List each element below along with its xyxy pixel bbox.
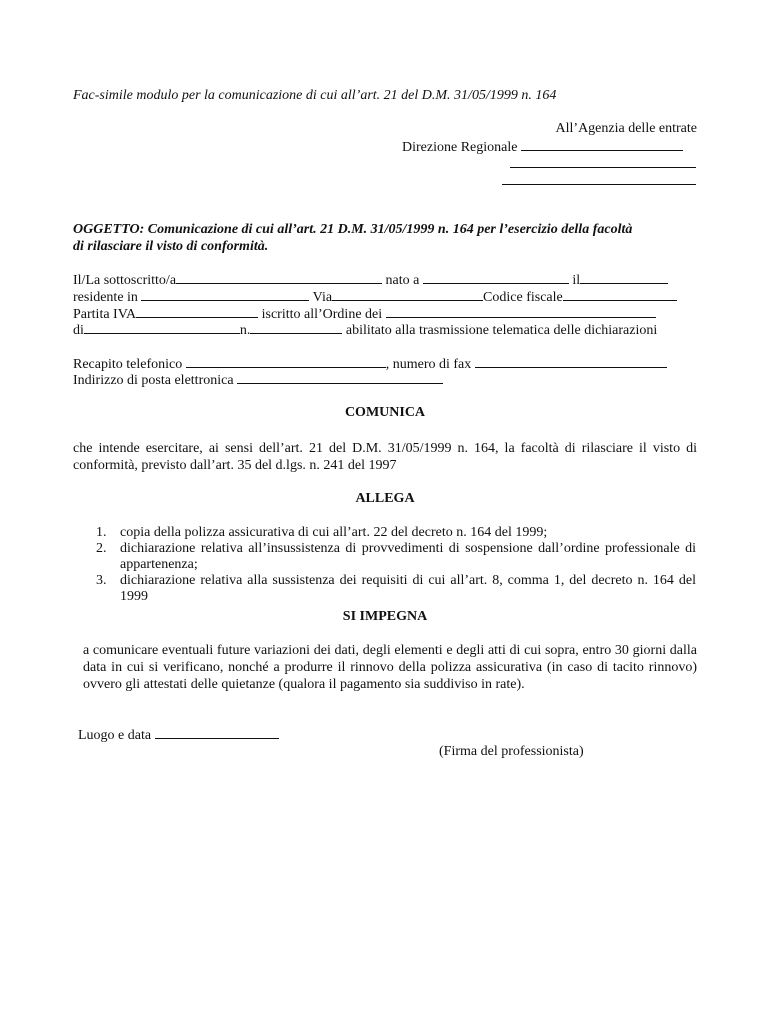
codice-fiscale-blank[interactable]	[563, 289, 677, 301]
field-row-sottoscritto	[73, 272, 668, 289]
il-label: il	[572, 273, 581, 288]
allega-item-3-text: dichiarazione relativa alla sussistenza dei requisiti di cui all’art. 8, comma 1, del decreto n. 164 del 1999	[120, 573, 696, 604]
firma-label: (Firma del professionista)	[439, 744, 584, 759]
fax-label: , numero di fax	[385, 357, 472, 372]
email-blank[interactable]	[237, 372, 443, 384]
impegna-heading: SI IMPEGNA	[342, 609, 428, 624]
address-blank-2[interactable]	[502, 173, 696, 185]
field-row-recapito	[73, 356, 667, 373]
impegna-text: a comunicare eventuali future variazioni dei dati, degli elementi e degli atti di cui sopra, entro 30 giorni dalla data in cui si verificano, nonché a produrre il rinnovo della polizza assicurativa (in caso di tacito rinnovo) ovvero gli attestati delle quietanze (qualora il pagamento sia suddiviso in rate).	[83, 643, 697, 692]
field-row-email	[73, 372, 443, 389]
di-blank[interactable]	[84, 322, 240, 334]
partita-iva-label: Partita IVA	[73, 307, 137, 322]
recapito-label: Recapito telefonico	[73, 357, 183, 372]
allega-heading: ALLEGA	[355, 491, 415, 506]
partita-iva-blank[interactable]	[136, 306, 258, 318]
allega-item-3-num: 3.	[96, 573, 107, 588]
allega-item-2-text: dichiarazione relativa all’insussistenza di provvedimenti di sospensione dall’ordine professionale di appartenenza;	[120, 541, 696, 572]
allega-item-3	[96, 573, 696, 605]
recipient-line-2	[402, 139, 683, 156]
codice-fiscale-label: Codice fiscale	[483, 290, 563, 305]
address-blank-1-row	[510, 156, 696, 173]
ordine-blank[interactable]	[386, 306, 656, 318]
recipient-direzione-label: Direzione Regionale	[402, 140, 518, 155]
address-blank-1[interactable]	[510, 156, 696, 168]
n-blank[interactable]	[250, 322, 342, 334]
abilitato-label: abilitato alla trasmissione telematica delle dichiarazioni	[345, 323, 658, 338]
iscritto-label: iscritto all’Ordine dei	[261, 307, 383, 322]
n-label: n.	[239, 323, 251, 338]
il-blank[interactable]	[580, 272, 668, 284]
sottoscritto-blank[interactable]	[176, 272, 382, 284]
luogo-data-blank[interactable]	[155, 727, 279, 739]
recipient-line-1: All’Agenzia delle entrate	[555, 121, 697, 136]
comunica-text: che intende esercitare, ai sensi dell’art. 21 del D.M. 31/05/1999 n. 164, la facoltà di rilasciare il visto di conformità, previsto dall’art. 35 del d.lgs. n. 241 del 1997	[73, 441, 697, 473]
luogo-data-row	[78, 727, 279, 744]
via-label: Via	[312, 290, 333, 305]
field-row-partita-iva	[73, 306, 656, 323]
sottoscritto-label: Il/La sottoscritto/a	[73, 273, 177, 288]
field-row-di	[73, 322, 657, 339]
subject-line-1: OGGETTO: Comunicazione di cui all’art. 21 D.M. 31/05/1999 n. 164 per l’esercizio della facoltà	[73, 222, 633, 237]
allega-item-2	[96, 541, 696, 573]
direzione-blank[interactable]	[521, 139, 683, 151]
via-blank[interactable]	[332, 289, 483, 301]
email-label: Indirizzo di posta elettronica	[73, 373, 234, 388]
field-row-residente	[73, 289, 677, 306]
subject-line-2: di rilasciare il visto di conformità.	[73, 239, 269, 254]
comunica-heading: COMUNICA	[344, 405, 426, 420]
allega-list	[96, 525, 696, 605]
allega-item-1-text: copia della polizza assicurativa di cui all’art. 22 del decreto n. 164 del 1999;	[120, 525, 548, 540]
allega-item-2-num: 2.	[96, 541, 107, 556]
document-title: Fac-simile modulo per la comunicazione di cui all’art. 21 del D.M. 31/05/1999 n. 164	[73, 88, 557, 103]
nato-a-label: nato a	[385, 273, 420, 288]
allega-item-1	[96, 525, 696, 541]
allega-item-1-num: 1.	[96, 525, 107, 540]
address-blank-2-row	[502, 173, 696, 190]
recapito-blank[interactable]	[186, 356, 386, 368]
fax-blank[interactable]	[475, 356, 667, 368]
residente-label: residente in	[73, 290, 138, 305]
residente-blank[interactable]	[141, 289, 309, 301]
nato-a-blank[interactable]	[423, 272, 569, 284]
di-label: di	[73, 323, 84, 338]
luogo-data-label: Luogo e data	[78, 728, 152, 743]
